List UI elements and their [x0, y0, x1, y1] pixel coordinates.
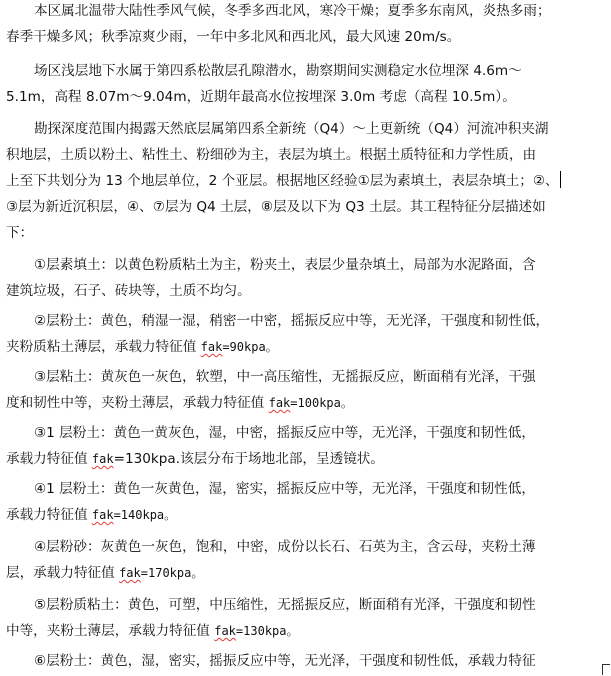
- fak-label: fak: [91, 508, 114, 522]
- groundwater-paragraph-line1: 场区浅层地下水属于第四系松散层孔隙潜水，勘察期间实测稳定水位埋深 4.6m～: [34, 63, 522, 79]
- layer3-1-description-line2: [6, 448, 384, 470]
- fak-label: fak: [214, 624, 236, 638]
- text-cursor: [560, 171, 561, 188]
- layer4-line2-post: =170kpa。: [140, 566, 204, 580]
- layer5-description-line1: ⑤层粉质粘土：黄色，可塑，中压缩性，无摇振反应，断面稍有光泽，干强度和韧性: [34, 597, 536, 613]
- strata-overview-line2: 积地层，土质以粉土、粘性土、粉细砂为主，表层为填土。根据土质特征和力学性质，由: [6, 147, 537, 163]
- layer3-1-line2-pre: 承载力特征值: [6, 451, 92, 467]
- layer3-1-line2-post: =130kpa.该层分布于场地北部，呈透镜状。: [113, 451, 384, 467]
- fak-label: fak: [200, 340, 223, 354]
- layer6-description-line1: ⑥层粉土：黄色，湿，密实，摇振反应中等，无光泽，干强度和韧性低，承载力特征: [34, 653, 536, 669]
- layer4-line2-pre: 层，承载力特征值: [6, 565, 120, 581]
- fak-label: fak: [268, 396, 291, 410]
- strata-overview-line5: 下：: [6, 225, 34, 241]
- layer4-1-line2-post: =140kpa。: [113, 508, 177, 522]
- layer3-line2-post: =100kpa。: [290, 396, 353, 410]
- layer5-line2-pre: 中等，夹粉土薄层，承载力特征值: [6, 623, 215, 639]
- layer4-1-description-line2: [6, 504, 176, 526]
- layer4-1-description-line1: ④1 层粉土：黄色一灰黄色，湿，密实，摇振反应中等，无光泽，干强度和韧性低，: [34, 481, 535, 497]
- layer2-line2-pre: 夹粉质粘土薄层，承载力特征值: [6, 339, 201, 355]
- layer4-description-line2: [6, 562, 203, 584]
- layer2-description-line2: [6, 336, 278, 358]
- fak-label: fak: [119, 566, 141, 580]
- groundwater-paragraph-line2: 5.1m，高程 8.07m～9.04m，近期年最高水位按埋深 3.0m 考虑（高程 10.5m）。: [6, 89, 516, 105]
- layer5-description-line2: [6, 620, 299, 642]
- strata-overview-line1: 勘探深度范围内揭露天然底层属第四系全新统（Q4）～上更新统（Q4）河流冲积夹湖: [34, 121, 549, 137]
- layer3-description-line2: [6, 392, 353, 414]
- strata-overview-line3-text: 上至下共划分为 13 个地层单位，2 个亚层。根据地区经验①层为素填土，表层杂填土；②、: [6, 173, 559, 189]
- layer4-description-line1: ④层粉砂：灰黄色一灰色，饱和，中密，成份以长石、石英为主，含云母，夹粉土薄: [34, 539, 536, 555]
- layer3-description-line1: ③层粘土：黄灰色一灰色，软塑，中一高压缩性，无摇振反应，断面稍有光泽，干强: [34, 369, 536, 385]
- climate-paragraph-line1: 本区属北温带大陆性季风气候，冬季多西北风，寒冷干燥；夏季多东南风，炎热多雨；: [34, 3, 551, 19]
- layer3-1-description-line1: ③1 层粉土：黄色一黄灰色，湿，中密，摇振反应中等，无光泽，干强度和韧性低，: [34, 425, 535, 441]
- layer5-line2-post: =130kpa。: [235, 624, 299, 638]
- strata-overview-line4: ③层为新近沉积层，④、⑦层为 Q4 土层，⑧层及以下为 Q3 土层。其工程特征分层描述如: [6, 199, 546, 215]
- climate-paragraph-line2: 春季干燥多风；秋季凉爽少雨，一年中多北风和西北风，最大风速 20m/s。: [6, 29, 461, 45]
- fak-label: fak: [91, 452, 114, 466]
- layer2-description-line1: ②层粉土：黄色，稍湿一湿，稍密一中密，摇振反应中等，无光泽，干强度和韧性低，: [34, 313, 550, 329]
- layer4-1-line2-pre: 承载力特征值: [6, 507, 92, 523]
- strata-overview-line3: [6, 170, 561, 192]
- page-corner-mark: [602, 664, 610, 675]
- layer1-description-line2: 建筑垃圾，石子、砖块等，土质不均匀。: [6, 283, 251, 299]
- layer2-line2-post: =90kpa。: [222, 340, 278, 354]
- layer1-description-line1: ①层素填土：以黄色粉质粘土为主，粉夹土，表层少量杂填土，局部为水泥路面，含: [34, 257, 536, 273]
- layer3-line2-pre: 度和韧性中等，夹粉土薄层，承载力特征值: [6, 395, 269, 411]
